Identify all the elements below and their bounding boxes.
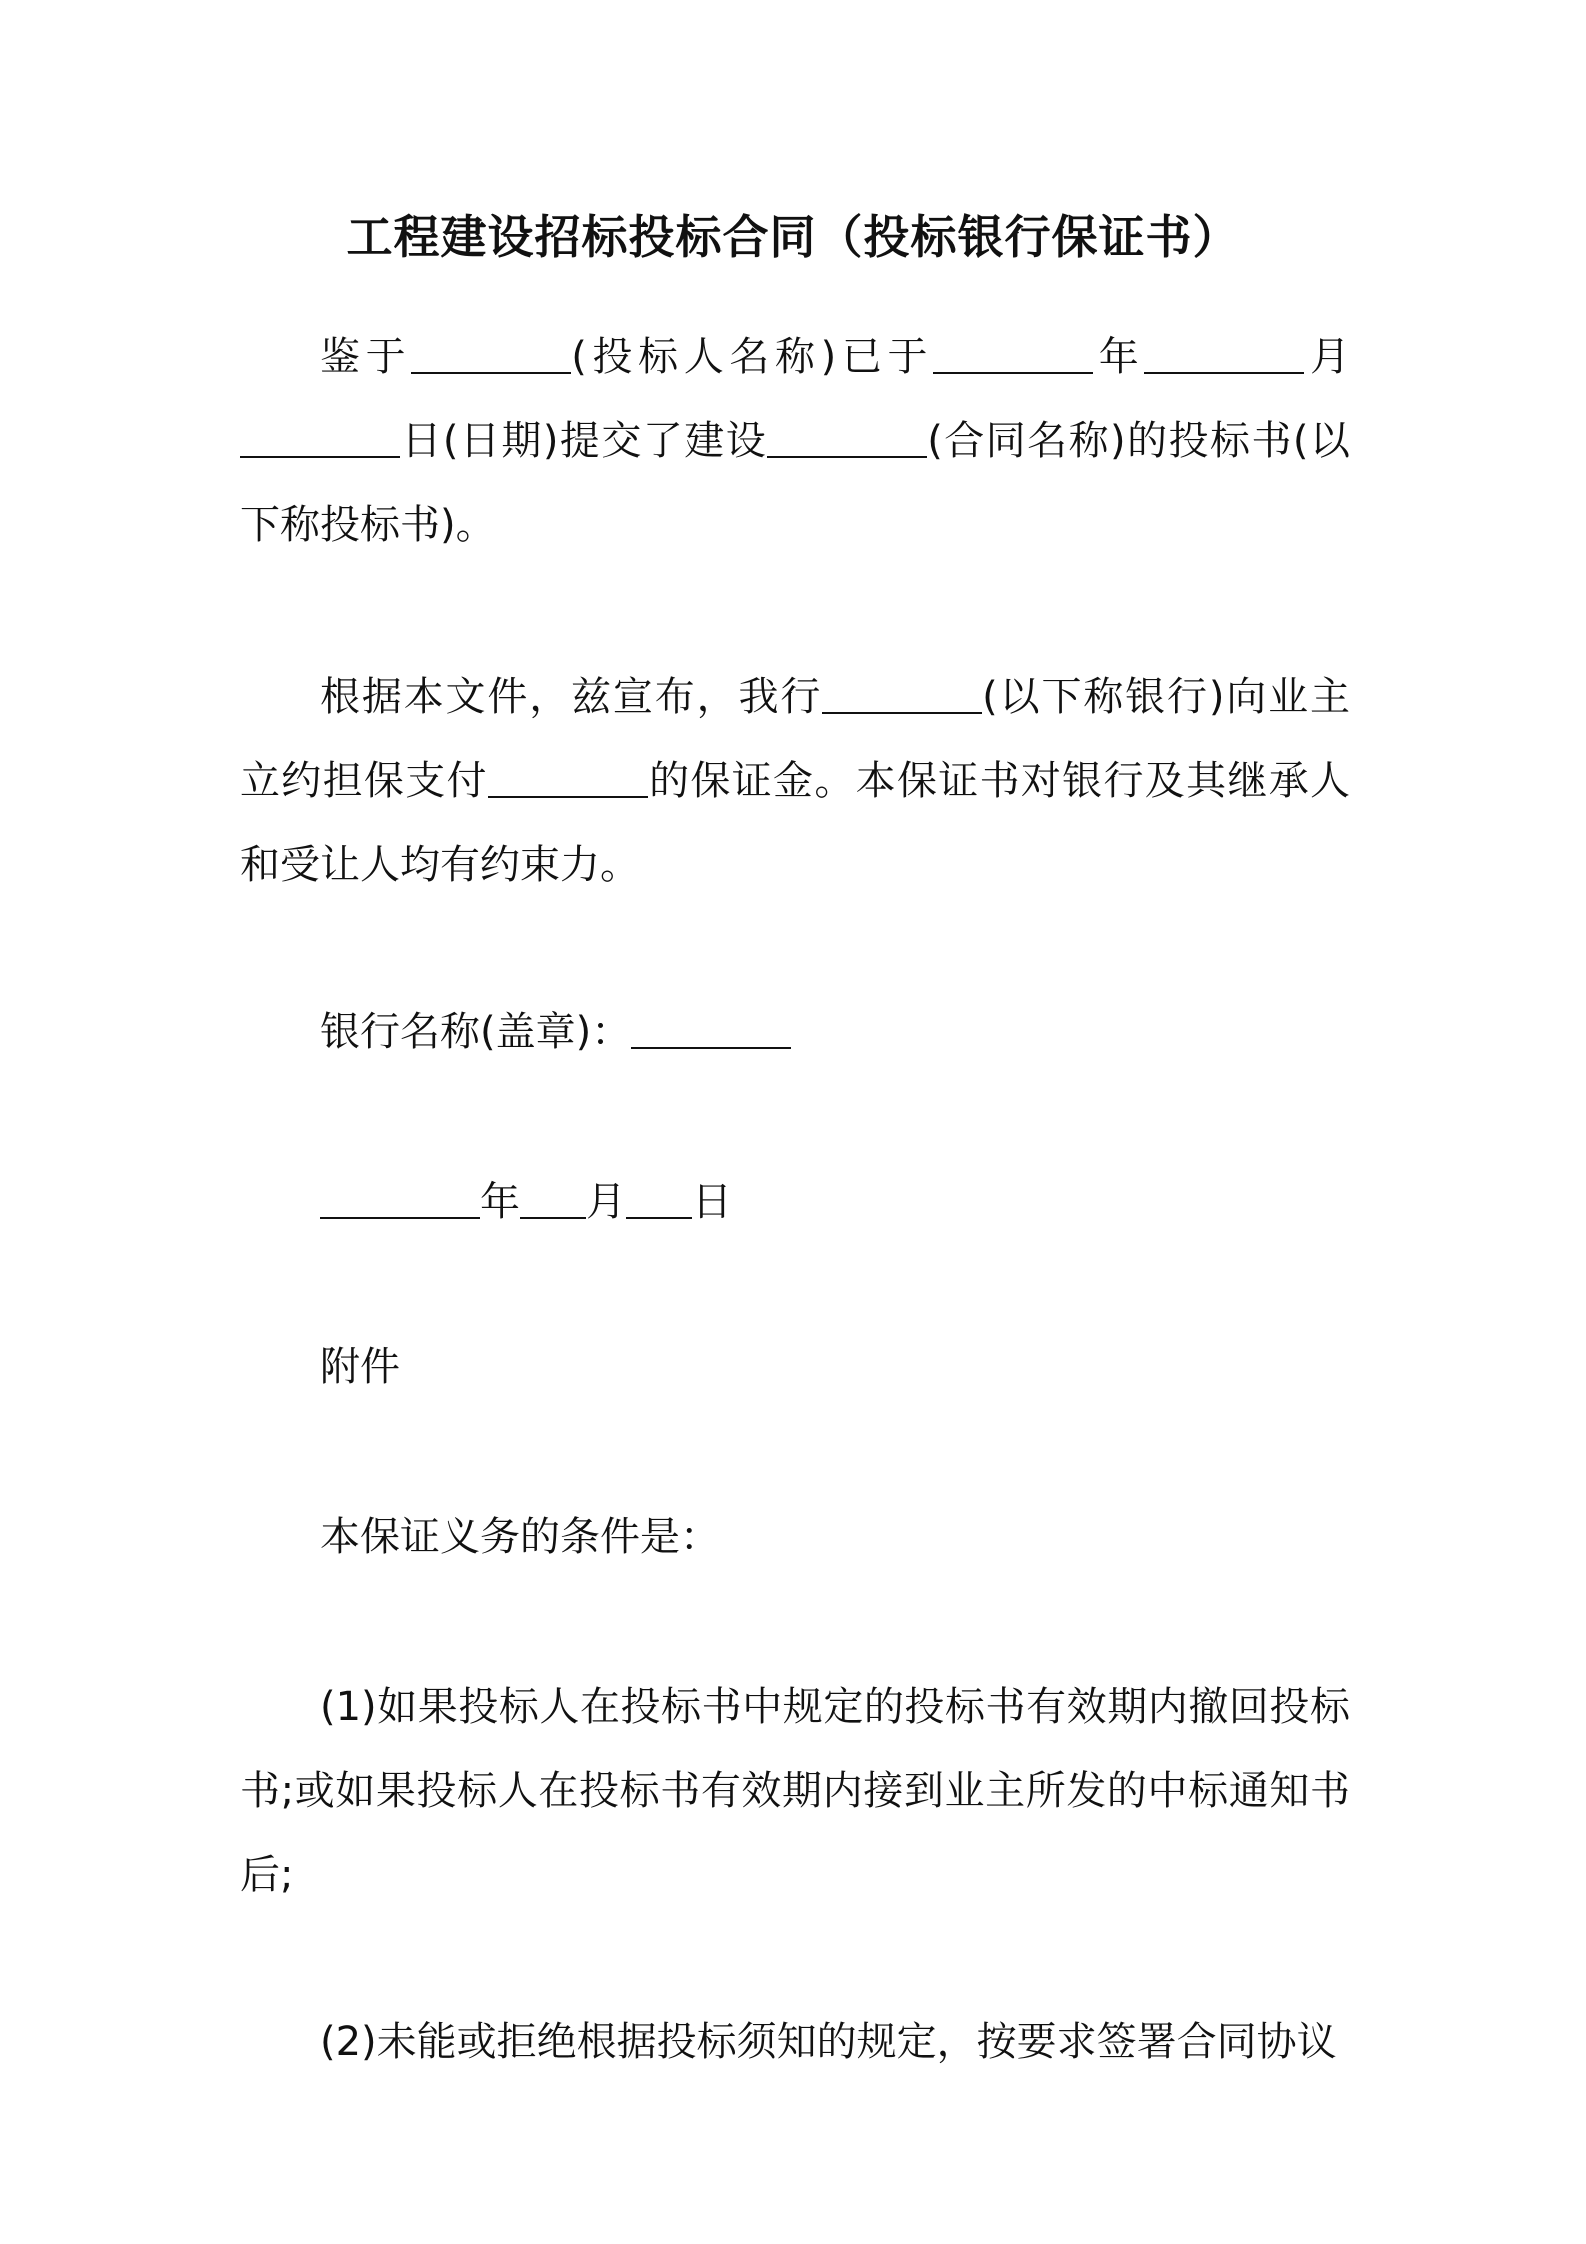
text-segment: 鉴于 — [320, 334, 412, 380]
bank-seal-label: 银行名称(盖章)： — [320, 1009, 632, 1055]
blank-date-month — [520, 1183, 586, 1219]
condition-2: (2)未能或拒绝根据投标须知的规定，按要求签署合同协议 — [320, 2019, 1337, 2065]
attachment-heading: 附件 — [320, 1344, 400, 1390]
text-segment: 的保证金。本保证书对银行及其继承人和受让人均有约束力。 — [240, 758, 1351, 888]
blank-contract-name — [767, 422, 927, 458]
condition-1: (1)如果投标人在投标书中规定的投标书有效期内撤回投标书;或如果投标人在投标书有效期内接到业主所发的中标通知书后; — [240, 1684, 1350, 1898]
bank-seal-line — [320, 990, 791, 1074]
blank-guarantee-amount — [488, 762, 648, 798]
text-segment: (投标人名称)已于 — [571, 334, 934, 380]
text-segment: 月 — [1304, 334, 1351, 380]
text-segment: 日(日期)提交了建设 — [400, 418, 768, 464]
blank-date-day — [626, 1183, 692, 1219]
text-segment: 年 — [1093, 334, 1145, 380]
blank-bank-name — [822, 678, 982, 714]
date-year-label: 年 — [480, 1179, 520, 1225]
date-month-label: 月 — [586, 1179, 626, 1225]
date-day-label: 日 — [692, 1179, 732, 1225]
paragraph-declaration — [240, 655, 1350, 907]
blank-date-year — [320, 1183, 480, 1219]
text-segment: 根据本文件，兹宣布，我行 — [320, 674, 823, 720]
blank-month — [1144, 338, 1304, 374]
blank-day — [240, 422, 400, 458]
date-line — [320, 1160, 732, 1244]
blank-bank-seal — [631, 1013, 791, 1049]
text-segment: (合同名称)的投标书(以下称投标书)。 — [240, 418, 1350, 548]
blank-bidder-name — [411, 338, 571, 374]
blank-year — [933, 338, 1093, 374]
conditions-heading: 本保证义务的条件是： — [320, 1514, 720, 1560]
paragraph-recital — [240, 315, 1350, 567]
text-segment: (以下称银行)向业主立约担保支付 — [240, 674, 1351, 804]
document-title: 工程建设招标投标合同（投标银行保证书） — [346, 210, 1240, 264]
